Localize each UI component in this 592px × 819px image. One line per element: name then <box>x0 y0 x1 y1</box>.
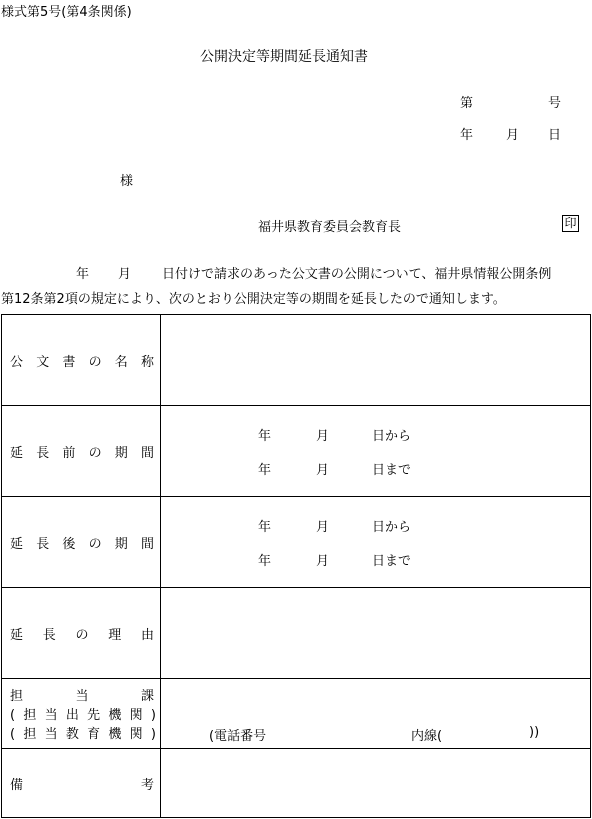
date-year: 年 <box>460 128 474 143</box>
doc-name-value <box>161 315 591 406</box>
remarks-label-cell <box>2 749 161 818</box>
doc-number-suffix: 号 <box>548 96 562 111</box>
extension-close: )) <box>529 725 540 740</box>
before-from-day: 日から <box>372 429 412 444</box>
row-charge <box>2 679 591 749</box>
before-to-year: 年 <box>258 463 272 478</box>
remarks-label: 備考 <box>10 777 154 793</box>
charge-sub-education: (担当教育機関) <box>10 727 156 742</box>
row-after-period <box>2 497 591 588</box>
after-period-value <box>161 497 591 588</box>
row-remarks <box>2 749 591 818</box>
after-to-day: 日まで <box>372 554 412 569</box>
after-from-month: 月 <box>316 520 330 535</box>
after-to-month: 月 <box>316 554 330 569</box>
document-title: 公開決定等期間延長通知書 <box>200 49 368 65</box>
charge-value <box>161 679 591 749</box>
intro-year: 年 <box>76 267 90 282</box>
after-to-year: 年 <box>258 554 272 569</box>
doc-name-label-cell <box>2 315 161 406</box>
phone-label: (電話番号 <box>209 729 267 744</box>
addressee-suffix: 様 <box>120 174 134 189</box>
row-before-period <box>2 406 591 497</box>
seal-mark: 印 <box>562 215 579 232</box>
remarks-value <box>161 749 591 818</box>
row-reason <box>2 588 591 679</box>
intro-month: 月 <box>118 267 132 282</box>
before-to-day: 日まで <box>372 463 412 478</box>
date-day: 日 <box>548 128 562 143</box>
after-from-day: 日から <box>372 520 412 535</box>
after-label-cell <box>2 497 161 588</box>
before-period-label: 延長前の期間 <box>10 445 154 461</box>
before-from-month: 月 <box>316 429 330 444</box>
before-label-cell <box>2 406 161 497</box>
before-from-year: 年 <box>258 429 272 444</box>
charge-sub-branch: (担当出先機関) <box>10 708 156 723</box>
doc-number-prefix: 第 <box>460 96 474 111</box>
form-table <box>1 314 591 818</box>
body-line-2: 第12条第2項の規定により、次のとおり公開決定等の期間を延長したので通知します。 <box>1 292 506 307</box>
row-doc-name <box>2 315 591 406</box>
before-from-line <box>161 417 590 451</box>
charge-label: 担当課 <box>10 689 154 704</box>
reason-label-cell <box>2 588 161 679</box>
before-period-value <box>161 406 591 497</box>
after-to-line <box>161 542 590 576</box>
reason-label: 延長の理由 <box>10 627 154 643</box>
extension-label: 内線( <box>411 729 443 744</box>
body-line-1: 日付けで請求のあった公文書の公開について、福井県情報公開条例 <box>162 267 552 282</box>
charge-label-cell <box>2 679 161 749</box>
date-month: 月 <box>506 128 520 143</box>
before-to-month: 月 <box>316 463 330 478</box>
reason-value <box>161 588 591 679</box>
after-from-line <box>161 508 590 542</box>
after-from-year: 年 <box>258 520 272 535</box>
after-period-label: 延長後の期間 <box>10 536 154 552</box>
form-number: 様式第5号(第4条関係) <box>1 5 132 20</box>
issuer-name: 福井県教育委員会教育長 <box>258 220 402 235</box>
before-to-line <box>161 451 590 485</box>
doc-name-label: 公文書の名称 <box>10 354 154 370</box>
